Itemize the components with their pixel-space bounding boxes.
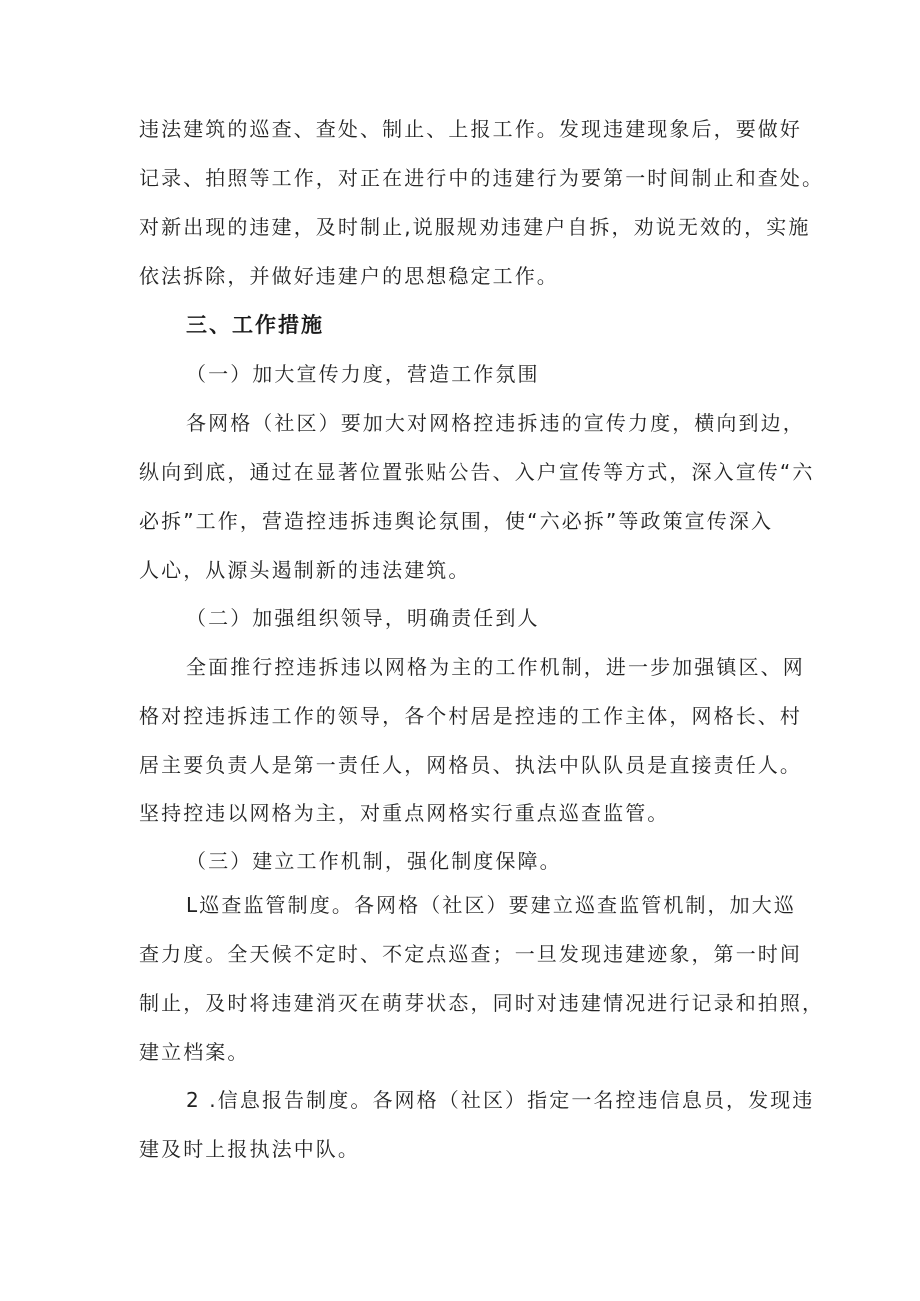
paragraph-line: 各网格（社区）要加大对网格控违拆违的宣传力度，横向到边， <box>186 411 805 435</box>
paragraph-line: 对新出现的违建，及时制止,说服规劝违建户自拆，劝说无效的，实施 <box>139 215 811 239</box>
subsection-heading: （二）加强组织领导，明确责任到人 <box>186 606 540 630</box>
paragraph-line: 违法建筑的巡查、查处、制止、上报工作。发现违建现象后，要做好 <box>139 117 802 141</box>
paragraph-line: 查力度。全天候不定时、不定点巡查；一旦发现违建迹象，第一时间 <box>139 942 802 966</box>
paragraph-line: 居主要负责人是第一责任人，网格员、执法中队队员是直接责任人。 <box>139 753 802 777</box>
paragraph-line: 必拆”工作，营造控违拆违舆论氛围，使“六必拆”等政策宣传深入 <box>139 509 774 533</box>
paragraph-line: 人心，从源头遏制新的违法建筑。 <box>139 558 471 582</box>
list-item-line: 2 .信息报告制度。各网格（社区）指定一名控违信息员，发现违 <box>186 1088 815 1112</box>
paragraph-line: 坚持控违以网格为主，对重点网格实行重点巡查监管。 <box>139 801 670 825</box>
paragraph-line: 依法拆除，并做好违建户的思想稳定工作。 <box>139 264 559 288</box>
paragraph-line: 格对控违拆违工作的领导，各个村居是控违的工作主体，网格长、村 <box>139 704 802 728</box>
paragraph-line: 全面推行控违拆违以网格为主的工作机制，进一步加强镇区、网 <box>186 655 805 679</box>
paragraph-line: 记录、拍照等工作，对正在进行中的违建行为要第一时间制止和查处。 <box>139 166 825 190</box>
paragraph-line: 建及时上报执法中队。 <box>139 1137 360 1161</box>
section-heading: 三、工作措施 <box>186 313 324 337</box>
paragraph-line: 制止，及时将违建消灭在萌芽状态，同时对违建情况进行记录和拍照， <box>139 991 825 1015</box>
subsection-heading: （三）建立工作机制，强化制度保障。 <box>186 849 562 873</box>
paragraph-line: 建立档案。 <box>139 1040 250 1064</box>
list-item-line: L巡查监管制度。各网格（社区）要建立巡查监管机制，加大巡 <box>186 893 796 917</box>
subsection-heading: （一）加大宣传力度，营造工作氛围 <box>186 362 540 386</box>
paragraph-line: 纵向到底，通过在显著位置张贴公告、入户宣传等方式，深入宣传“六 <box>139 460 815 484</box>
